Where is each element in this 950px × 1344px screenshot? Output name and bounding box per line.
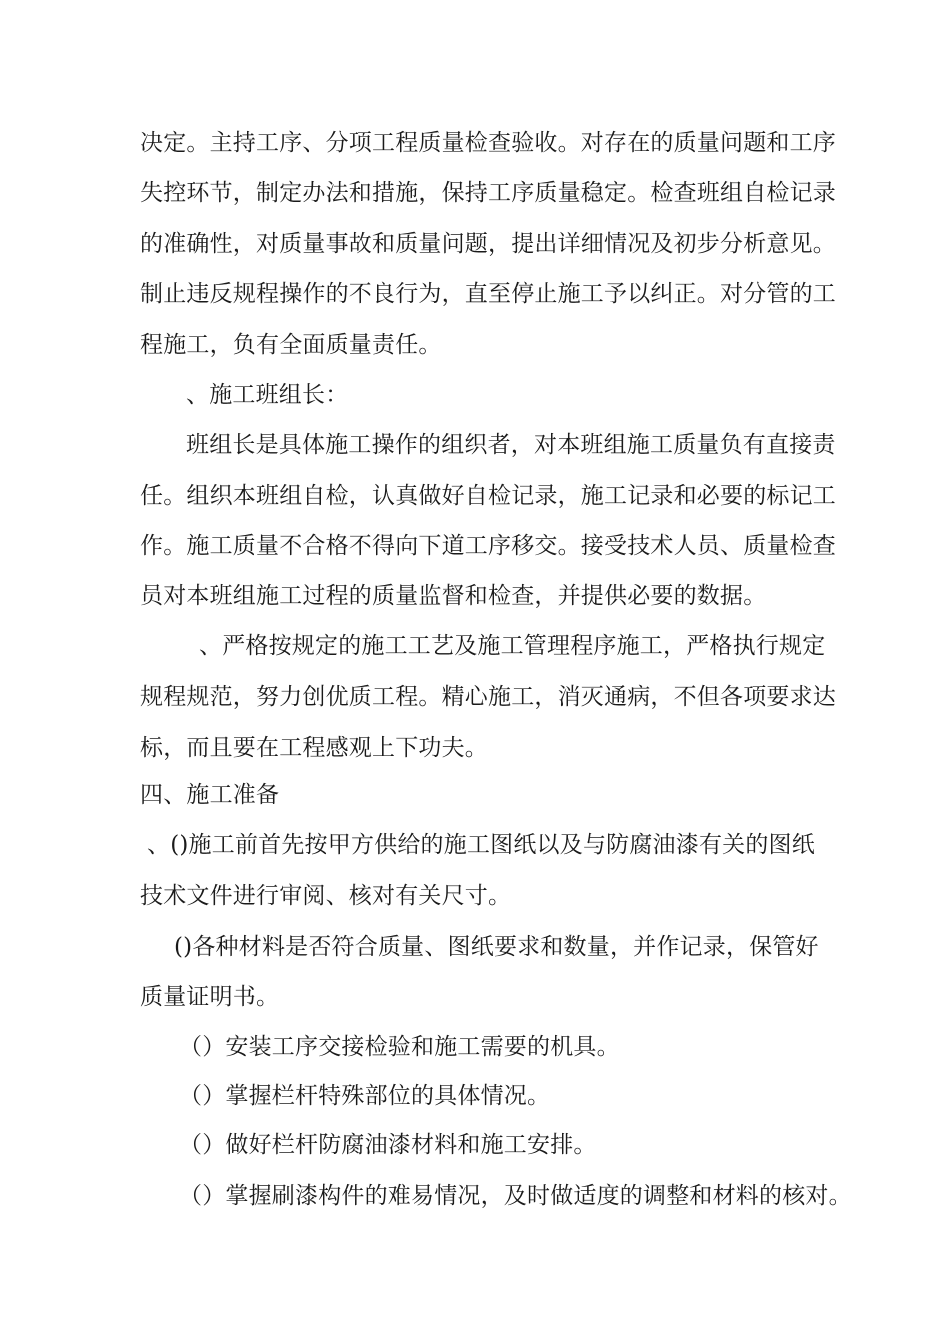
list-item: （）掌握刷漆构件的难易情况，及时做适度的调整和材料的核对。 <box>179 1183 852 1209</box>
paragraph-line: 决定。主持工序、分项工程质量检查验收。对存在的质量问题和工序 <box>140 130 836 156</box>
paragraph-line: 、严格按规定的施工工艺及施工管理程序施工，严格执行规定 <box>199 633 826 659</box>
paragraph-line: 质量证明书。 <box>140 984 280 1010</box>
paragraph-line: 班组长是具体施工操作的组织者，对本班组施工质量负有直接责 <box>186 432 836 458</box>
section-heading: 四、施工准备 <box>140 782 280 808</box>
paragraph-line: 失控环节，制定办法和措施，保持工序质量稳定。检查班组自检记录 <box>140 180 836 206</box>
paragraph-line: 制止违反规程操作的不良行为，直至停止施工予以纠正。对分管的工 <box>140 281 836 307</box>
paragraph-line: 作。施工质量不合格不得向下道工序移交。接受技术人员、质量检查 <box>140 533 836 559</box>
list-item: （）安装工序交接检验和施工需要的机具。 <box>179 1034 620 1060</box>
paragraph-line: 任。组织本班组自检，认真做好自检记录，施工记录和必要的标记工 <box>140 483 836 509</box>
paragraph-line: 规程规范，努力创优质工程。精心施工，消灭通病，不但各项要求达 <box>140 684 836 710</box>
section-heading: 、施工班组长： <box>186 382 349 408</box>
paragraph-line: 程施工，负有全面质量责任。 <box>140 332 442 358</box>
paragraph-line: 标，而且要在工程感观上下功夫。 <box>140 735 488 761</box>
paragraph-line: 、()施工前首先按甲方供给的施工图纸以及与防腐油漆有关的图纸 <box>147 832 815 858</box>
paragraph-line: 的准确性，对质量事故和质量问题，提出详细情况及初步分析意见。 <box>140 231 836 257</box>
list-item: （）做好栏杆防腐油漆材料和施工安排。 <box>179 1132 597 1158</box>
paragraph-line: ()各种材料是否符合质量、图纸要求和数量，并作记录，保管好 <box>174 934 819 960</box>
paragraph-line: 技术文件进行审阅、核对有关尺寸。 <box>140 883 512 909</box>
list-item: （）掌握栏杆特殊部位的具体情况。 <box>179 1083 551 1109</box>
paragraph-line: 员对本班组施工过程的质量监督和检查，并提供必要的数据。 <box>140 583 767 609</box>
